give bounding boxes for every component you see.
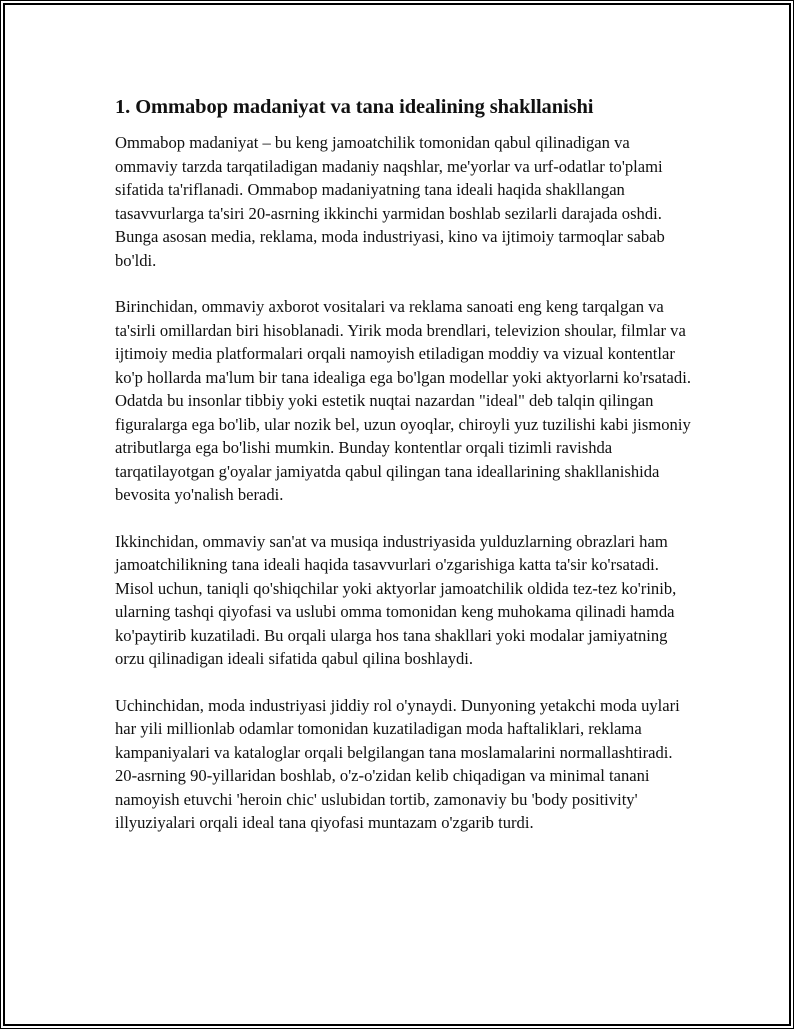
paragraph-first-point: Birinchidan, ommaviy axborot vositalari va reklama sanoati eng keng tarqalgan va ta'sirli omillardan biri hisoblanadi. Yirik moda brendlari, televizion shoular, filmlar va ijtimoiy media platformalari orqali namoyish etiladigan moddiy va vizual kontentlar ko'p hollarda ma'lum bir tana idealiga ega bo'lgan modellar yoki aktyorlarni ko'rsatadi. Odatda bu insonlar tibbiy yoki estetik nuqtai nazardan "ideal" deb talqin qilingan figuralarga ega bo'lib, ular nozik bel, uzun oyoqlar, chiroyli yuz tuzilishi kabi jismoniy atributlarga ega bo'lishi mumkin. Bunday kontentlar orqali tizimli ravishda tarqatilayotgan g'oyalar jamiyatda qabul qilingan tana ideallarining shakllanishida bevosita yo'nalish beradi.	[115, 297, 691, 504]
section-heading: 1. Ommabop madaniyat va tana idealining shakllanishi	[115, 96, 594, 118]
paragraph-third-point: Uchinchidan, moda industriyasi jiddiy rol o'ynaydi. Dunyoning yetakchi moda uylari har yili millionlab odamlar tomonidan kuzatiladigan moda haftaliklari, reklama kampaniyalari va kataloglar orqali belgilangan tana moslamalarini normallashtiradi. 20-asrning 90-yillaridan boshlab, o'z-o'zidan kelib chiqadigan va minimal tanani namoyish etuvchi 'heroin chic' uslubidan tortib, zamonaviy bu 'body positivity' illyuziyalari orqali ideal tana qiyofasi muntazam o'zgarib turdi.	[115, 695, 680, 832]
document-body	[115, 94, 695, 858]
paragraph-second-point: Ikkinchidan, ommaviy san'at va musiqa industriyasida yulduzlarning obrazlari ham jamoatchilikning tana ideali haqida tasavvurlari o'zgarishiga katta ta'sir ko'rsatadi. Misol uchun, taniqli qo'shiqchilar yoki aktyorlar jamoatchilik oldida tez-tez ko'rinib, ularning tashqi qiyofasi va uslubi omma tomonidan keng muhokama qilinadi hamda ko'paytirib kuzatiladi. Bu orqali ularga hos tana shakllari yoki modalar jamiyatning orzu qilinadigan ideali sifatida qabul qilina boshlaydi.	[115, 531, 677, 668]
paragraph-intro: Ommabop madaniyat – bu keng jamoatchilik tomonidan qabul qilinadigan va ommaviy tarzda tarqatiladigan madaniy naqshlar, me'yorlar va urf-odatlar to'plami sifatida ta'riflanadi. Ommabop madaniyatning tana ideali haqida shakllangan tasavvurlarga ta'siri 20-asrning ikkinchi yarmidan boshlab sezilarli darajada oshdi. Bunga asosan media, reklama, moda industriyasi, kino va ijtimoiy tarmoqlar sabab bo'ldi.	[115, 133, 665, 270]
